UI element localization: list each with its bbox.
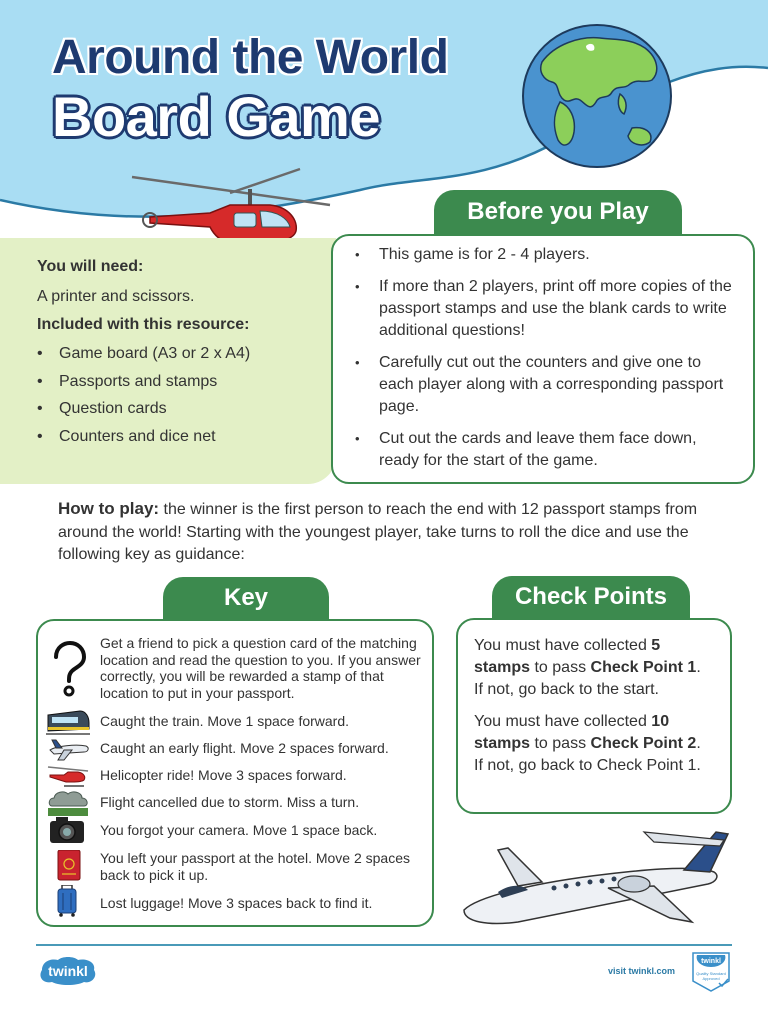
how-to-play-text: the winner is the first person to reach the end with 12 passport stamps from around the world! Starting with the youngest player, take turns to roll the dice and use the following key as guidance: xyxy=(58,501,698,563)
footer-divider xyxy=(36,944,732,946)
quality-badge xyxy=(691,951,731,993)
check-point-2-text: You must have collected 10 stamps to pass Check Point 2. If not, go back to Check Point 1. xyxy=(474,713,701,774)
key-text: Caught the train. Move 1 space forward. xyxy=(100,713,350,729)
before-list xyxy=(355,244,737,482)
svg-text:twinkl: twinkl xyxy=(701,958,721,965)
you-will-need-text: A printer and scissors. xyxy=(37,288,195,305)
key-heading: Key xyxy=(163,577,329,619)
question-mark-icon xyxy=(46,641,90,697)
suitcase-icon xyxy=(46,885,90,917)
check-points-heading: Check Points xyxy=(492,576,690,618)
visit-website-link[interactable]: visit twinkl.com xyxy=(608,966,676,976)
list-item: • Passports and stamps xyxy=(37,368,327,396)
page-title-line-2: Board Game xyxy=(52,85,380,148)
before-you-play-heading: Before you Play xyxy=(434,190,682,234)
check-points-box xyxy=(456,618,732,814)
twinkl-logo xyxy=(36,956,100,986)
list-item: • Game board (A3 or 2 x A4) xyxy=(37,340,327,368)
list-item: • Carefully cut out the counters and give one to each player along with a corresponding passport page. xyxy=(355,352,737,418)
list-item: • Cut out the cards and leave them face down, ready for the start of the game. xyxy=(355,428,737,472)
check-point-1-text: You must have collected 5 stamps to pass Check Point 1. If not, go back to the start. xyxy=(474,637,701,698)
key-text: Caught an early flight. Move 2 spaces forward. xyxy=(100,740,389,756)
key-text: Lost luggage! Move 3 spaces back to find it. xyxy=(100,895,373,911)
key-text: Flight cancelled due to storm. Miss a turn. xyxy=(100,794,360,810)
included-list xyxy=(37,340,327,450)
key-text: Get a friend to pick a question card of the matching location and read the question to you. If you answer correctly, you will be rewarded a stamp of that location to put in your passport. xyxy=(100,635,421,701)
you-will-need-heading: You will need: xyxy=(37,258,144,275)
svg-text:Approved: Approved xyxy=(702,976,720,981)
you-will-need-panel xyxy=(0,238,336,484)
list-item: • Counters and dice net xyxy=(37,423,327,451)
included-heading: Included with this resource: xyxy=(37,316,250,333)
how-to-play-lead: How to play: xyxy=(58,499,160,518)
svg-text:twinkl: twinkl xyxy=(48,963,88,979)
camera-icon xyxy=(46,813,90,845)
svg-text:Quality Standard: Quality Standard xyxy=(696,971,726,976)
before-you-play-box xyxy=(331,234,755,484)
how-to-play-paragraph xyxy=(58,498,738,567)
list-item: • If more than 2 players, print off more copies of the passport stamps and use the blank cards to write additional questions! xyxy=(355,276,737,342)
jet-illustration xyxy=(458,826,742,932)
globe-illustration xyxy=(520,22,674,170)
list-item: • This game is for 2 - 4 players. xyxy=(355,244,737,266)
key-box xyxy=(36,619,434,927)
key-text: You left your passport at the hotel. Move 2 spaces back to pick it up. xyxy=(100,850,411,883)
key-text: You forgot your camera. Move 1 space back. xyxy=(100,822,378,838)
page-title-line-1: Around the World xyxy=(52,31,449,84)
passport-icon xyxy=(46,850,90,882)
key-text: Helicopter ride! Move 3 spaces forward. xyxy=(100,767,347,783)
list-item: • Question cards xyxy=(37,395,327,423)
